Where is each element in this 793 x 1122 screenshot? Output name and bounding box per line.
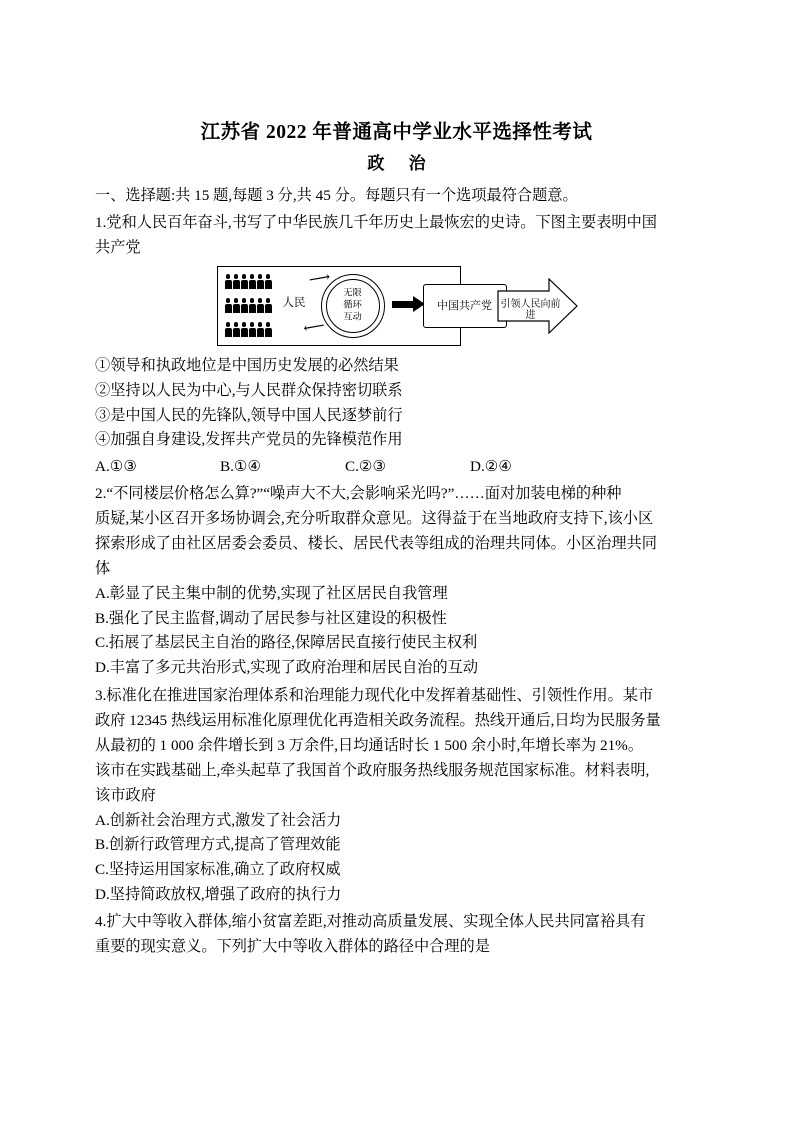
question-3-option-d: D.坚持简政放权,增强了政府的执行力 [95,885,342,903]
question-3-stem-line-3: 从最初的 1 000 余件增长到 3 万余件,日均通话时长 1 500 余小时,年增长率为 21%。 [95,736,644,754]
question-1-option-a: A.①③ [95,457,137,475]
person-icon [249,274,256,290]
question-2-option-c: C.拓展了基层民主自治的路径,保障居民直接行使民主权利 [95,634,478,652]
question-3-option-b: B.创新行政管理方式,提高了管理效能 [95,836,341,854]
person-icon [265,322,272,338]
person-icon [249,322,256,338]
question-3-stem-line-4: 该市在实践基础上,牵头起草了我国首个政府服务热线服务规范国家标准。材料表明, [95,761,650,779]
forward-arrow-shape [497,278,579,334]
person-icon [233,298,240,314]
cycle-arrow-bottom-icon: ⟶ [301,316,326,337]
question-2 [95,482,698,681]
person-icon [233,274,240,290]
question-4 [95,910,698,959]
section-heading: 一、选择题:共 15 题,每题 3 分,共 45 分。每题只有一个选项最符合题意。 [95,187,578,205]
person-icon [265,298,272,314]
question-1-statement-2: ②坚持以人民为中心,与人民群众保持密切联系 [95,381,403,399]
page-subtitle: 政 治 [367,154,436,174]
question-2-stem-line-2: 质疑,某小区召开多场协调会,充分听取群众意见。这得益于在当地政府支持下,该小区 [95,510,654,528]
question-2-option-d: D.丰富了多元共治形式,实现了政府治理和居民自治的互动 [95,659,479,677]
figure-party-label: 中国共产党 [437,300,492,313]
question-3-stem-line-2: 政府 12345 热线运用标准化原理优化再造相关政务流程。热线开通后,日均为民服务量 [95,711,661,729]
question-1-statement-3: ③是中国人民的先锋队,领导中国人民逐梦前行 [95,406,403,424]
person-icon [257,274,264,290]
person-icon [225,298,232,314]
question-1-figure [95,266,698,348]
question-2-option-b: B.强化了民主监督,调动了居民参与社区建设的积极性 [95,609,447,627]
person-icon [249,298,256,314]
person-icon [241,274,248,290]
person-icon [241,322,248,338]
person-icon [257,298,264,314]
arrow-right-icon [392,296,426,312]
question-4-stem-line-2: 重要的现实意义。下列扩大中等收入群体的路径中合理的是 [95,938,490,956]
question-2-stem-line-1: 2.“不同楼层价格怎么算?”“噪声大不大,会影响采光吗?”……面对加装电梯的种种 [95,485,622,503]
question-3-stem-line-5: 该市政府 [95,786,156,804]
person-icon [225,322,232,338]
question-2-stem-line-3: 探索形成了由社区居委会委员、楼长、居民代表等组成的治理共同体。小区治理共同 [95,535,657,553]
people-icon-grid [225,274,281,338]
figure-arrow-label: 引领人民向前进 [500,299,561,322]
figure-circle-label: 无限 循环 互动 [343,288,362,323]
question-1-option-c: C.②③ [345,457,387,475]
person-icon [225,274,232,290]
question-2-stem-line-4: 体 [95,560,111,578]
question-1-stem-line-2: 共产党 [95,239,141,257]
question-1-option-b: B.①④ [220,457,262,475]
question-3-option-c: C.坚持运用国家标准,确立了政府权威 [95,861,341,878]
question-3 [95,684,698,908]
cycle-arrow-top-icon: ⟶ [307,269,332,290]
figure-people-label: 人民 [282,297,306,310]
page-title: 江苏省 2022 年普通高中学业水平选择性考试 [200,122,593,143]
cycle-circle [321,274,385,338]
person-icon [257,322,264,338]
party-flag-shape [423,284,507,328]
question-1-options [95,455,698,479]
question-3-option-a: A.创新社会治理方式,激发了社会活力 [95,811,342,829]
question-1-statement-1: ①领导和执政地位是中国历史发展的必然结果 [95,357,399,375]
question-1 [95,211,698,479]
question-2-option-a: A.彰显了民主集中制的优势,实现了社区居民自我管理 [95,585,448,603]
question-4-stem-line-1: 4.扩大中等收入群体,缩小贫富差距,对推动高质量发展、实现全体人民共同富裕具有 [95,913,646,931]
person-icon [241,298,248,314]
person-icon [265,274,272,290]
question-1-option-d: D.②④ [470,457,512,475]
question-1-statement-4: ④加强自身建设,发挥共产党员的先锋模范作用 [95,431,403,449]
person-icon [233,322,240,338]
question-1-stem-line-1: 1.党和人民百年奋斗,书写了中华民族几千年历史上最恢宏的史诗。下图主要表明中国 [95,214,657,232]
question-3-stem-line-1: 3.标准化在推进国家治理体系和治理能力现代化中发挥着基础性、引领性作用。某市 [95,686,654,704]
